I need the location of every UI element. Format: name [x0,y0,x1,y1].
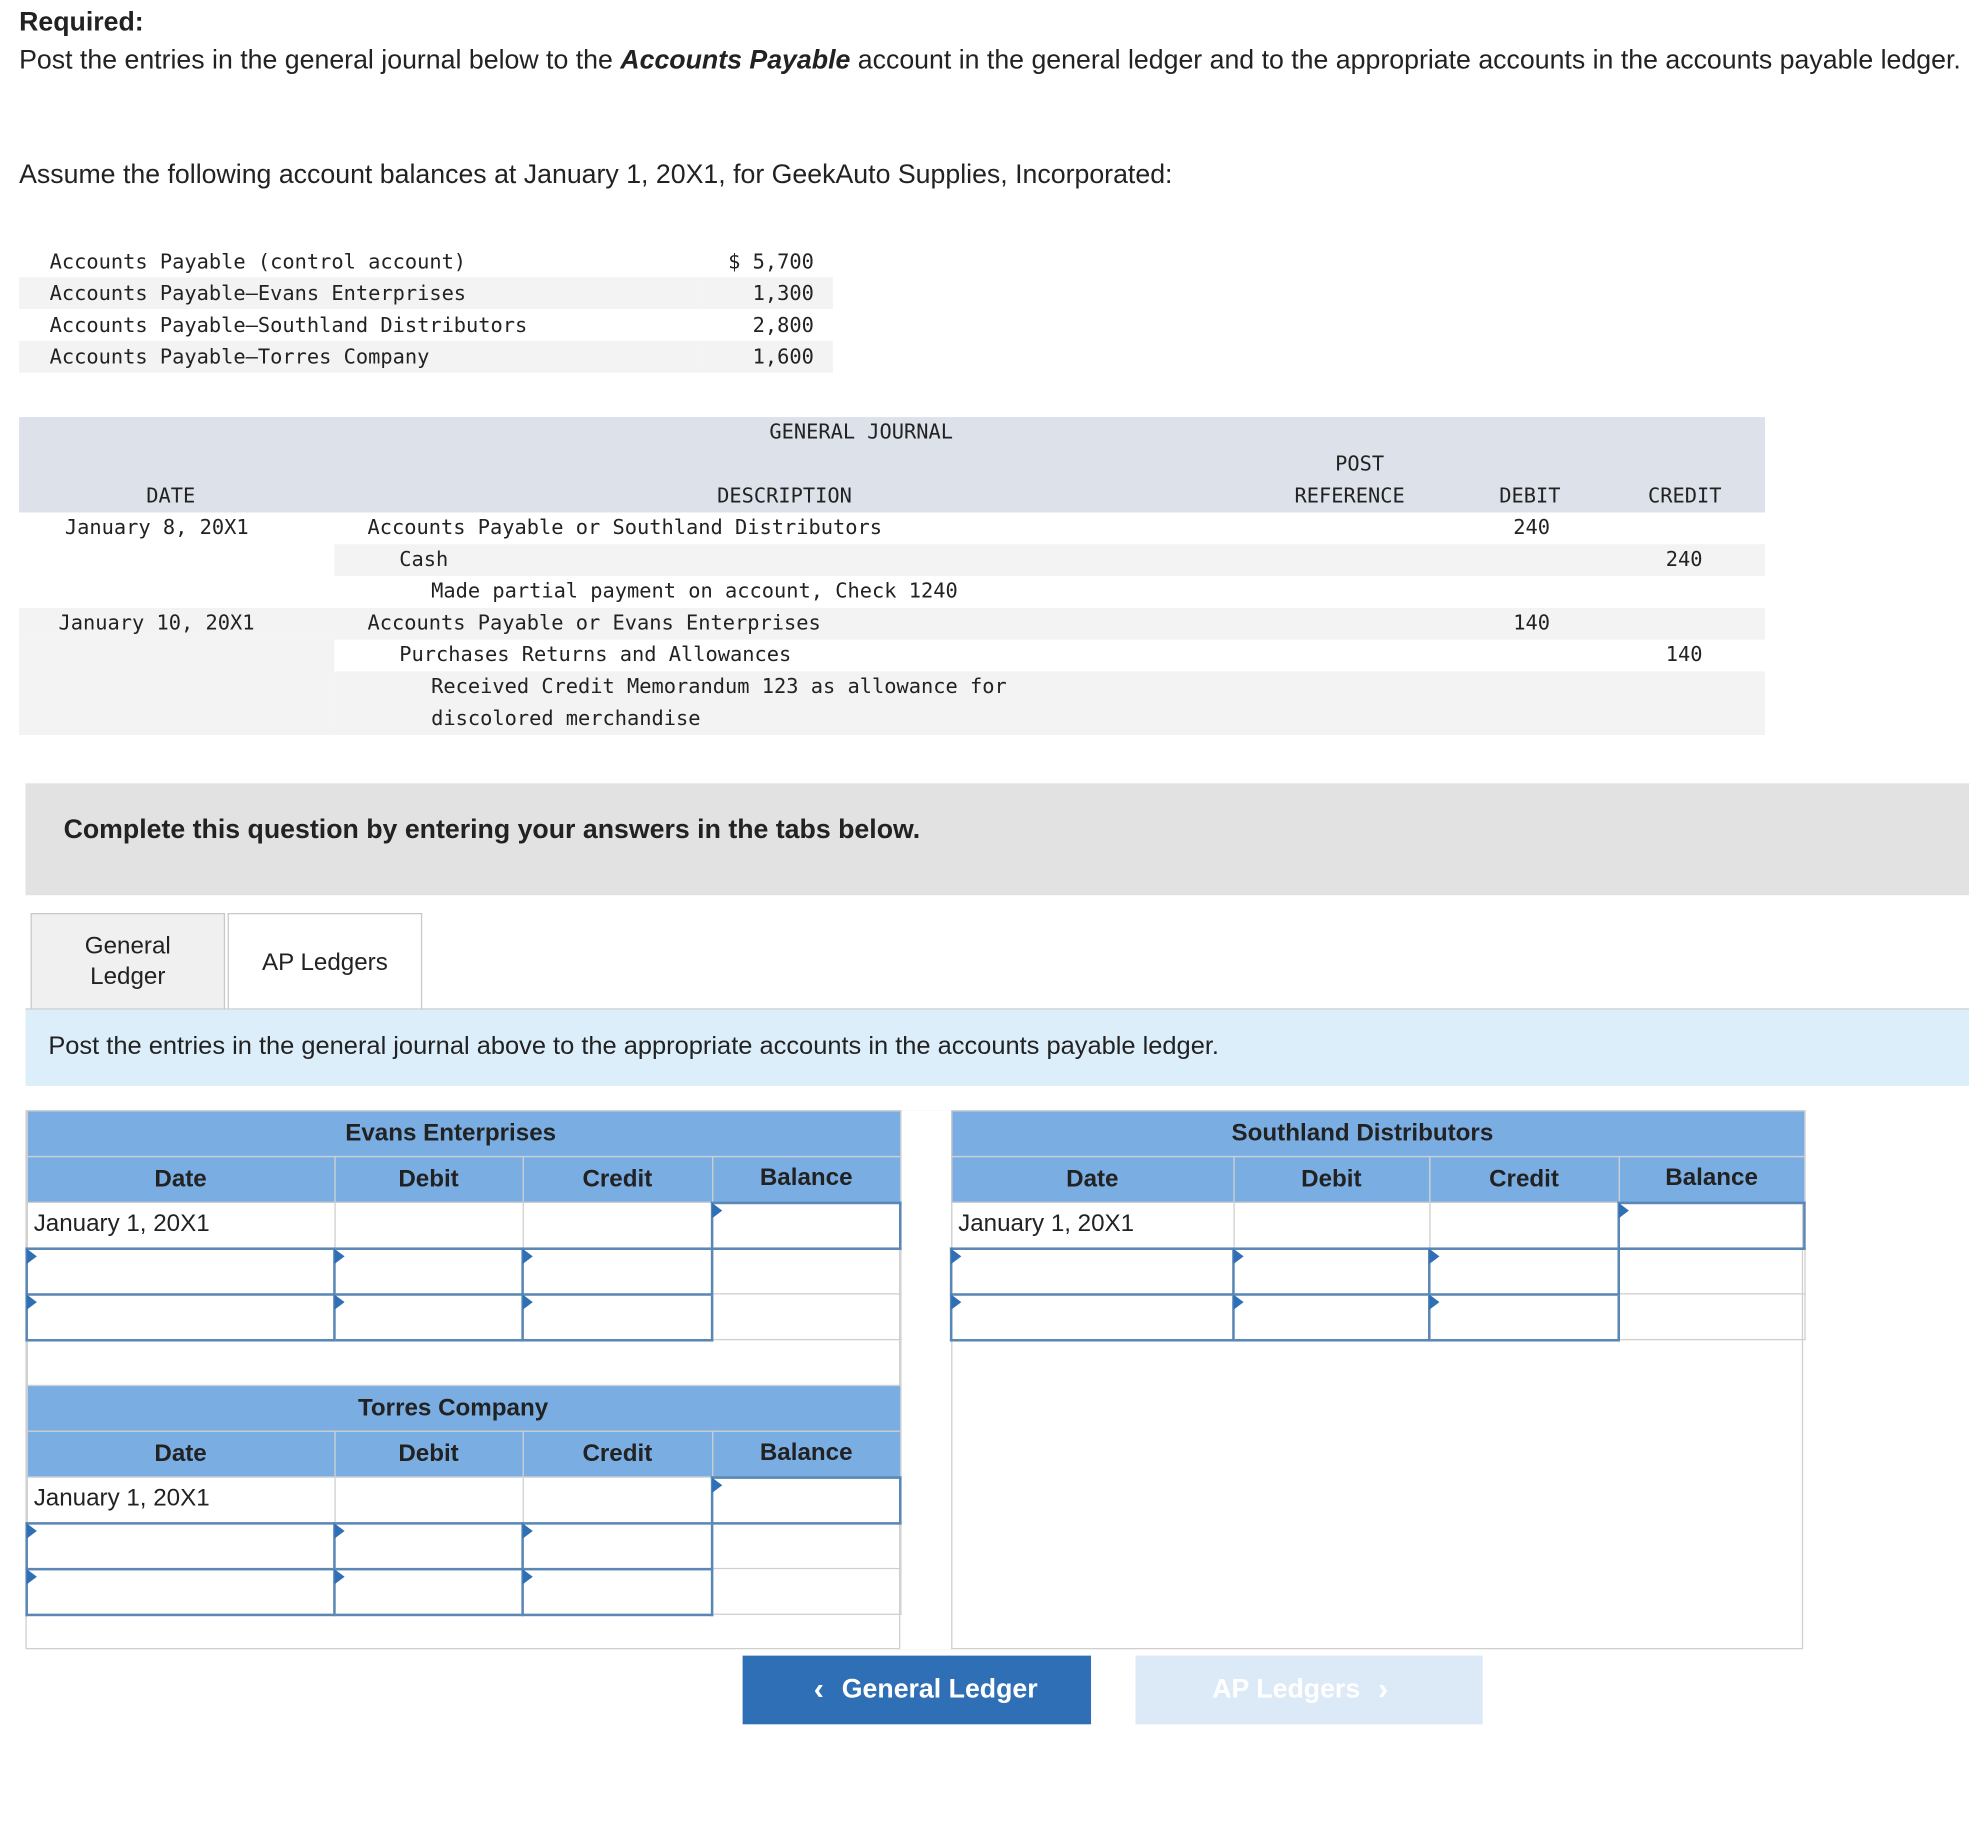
empty-cell [334,1477,522,1523]
opening-balances-table [19,245,833,372]
empty-cell [523,1477,712,1523]
torres-debit-input[interactable] [334,1523,522,1569]
southland-date-input[interactable] [951,1294,1233,1340]
ledger-torres-title: Torres Company [27,1385,901,1431]
southland-debit-input[interactable] [1233,1294,1429,1340]
required-text: Post the entries in the general journal below to the Accounts Payable account in the general ledger and to the appropriate accounts in the accounts payable ledger. [19,45,1961,76]
southland-balance-cell [1619,1248,1805,1294]
evans-opening-balance-input[interactable] [712,1202,900,1248]
ledger-evans-title: Evans Enterprises [27,1111,901,1157]
southland-credit-input[interactable] [1429,1294,1618,1340]
balance-row: Accounts Payable (control account) $ 5,700 [49,249,814,274]
col-credit: CREDIT [1647,483,1722,508]
col-balance: Balance [1619,1157,1805,1203]
torres-balance-cell [712,1569,900,1615]
balance-row: Accounts Payable—Southland Distributors 2,800 [49,312,814,337]
entry2-memo-line2: discolored merchandise [431,705,701,730]
entry2-memo-line1: Received Credit Memorandum 123 as allowance for [431,673,1007,699]
tab-ap-ledgers[interactable]: AP Ledgers [228,913,423,1012]
southland-credit-input[interactable] [1429,1248,1618,1294]
evans-debit-input[interactable] [334,1294,522,1340]
evans-date-input[interactable] [27,1248,335,1294]
entry2-debit-amount: 140 [1513,610,1550,635]
col-debit: Debit [334,1157,522,1203]
balance-row: Accounts Payable—Torres Company 1,600 [19,341,833,373]
entry2-debit-account: Accounts Payable or Evans Enterprises [367,610,821,635]
evans-balance-cell [712,1294,900,1340]
torres-credit-input[interactable] [523,1523,712,1569]
evans-date-input[interactable] [27,1294,335,1340]
chevron-right-icon: › [1377,1672,1389,1707]
torres-date-input[interactable] [27,1569,335,1615]
prev-general-ledger-button[interactable]: ‹ General Ledger [743,1656,1091,1725]
southland-balance-cell [1619,1294,1805,1340]
empty-cell [334,1202,522,1248]
ledger-torres-start-date: January 1, 20X1 [27,1477,335,1523]
ledger-southland [950,1110,1806,1341]
col-date: Date [27,1157,335,1203]
entry1-date: January 8, 20X1 [64,514,249,540]
entry2-date: January 10, 20X1 [58,610,255,635]
torres-balance-cell [712,1523,900,1569]
entry1-credit-amount: 240 [1665,546,1703,571]
entry2-credit-amount: 140 [1665,642,1703,667]
evans-debit-input[interactable] [334,1248,522,1294]
col-credit: Credit [1429,1157,1618,1203]
evans-credit-input[interactable] [523,1294,712,1340]
chevron-left-icon: ‹ [813,1672,824,1707]
entry1-credit-account: Cash [399,546,449,571]
instruction-bar: Post the entries in the general journal above to the appropriate accounts in the accounts payable ledger. [25,1010,1969,1086]
evans-balance-cell [712,1248,900,1294]
col-debit: DEBIT [1499,483,1561,508]
assumption-text: Assume the following account balances at January 1, 20X1, for GeekAuto Supplies, Incorporated: [19,160,1173,190]
ledger-evans-start-date: January 1, 20X1 [27,1202,335,1248]
entry2-credit-account: Purchases Returns and Allowances [399,642,792,667]
southland-opening-balance-input[interactable] [1619,1202,1805,1248]
ledger-southland-start-date: January 1, 20X1 [951,1202,1233,1248]
spacer-row [27,1340,901,1386]
col-credit: Credit [523,1157,712,1203]
evans-credit-input[interactable] [523,1248,712,1294]
next-ap-ledgers-button[interactable]: AP Ledgers › [1136,1656,1483,1725]
entry1-debit-amount: 240 [1513,514,1550,540]
col-post-reference: REFERENCE [1294,483,1405,508]
required-heading: Required: [19,7,144,37]
col-date: DATE [146,483,196,508]
torres-date-input[interactable] [27,1523,335,1569]
col-balance: Balance [712,1431,900,1477]
col-date: Date [27,1431,335,1477]
col-debit: Debit [1233,1157,1429,1203]
empty-cell [523,1202,712,1248]
complete-banner: Complete this question by entering your answers in the tabs below. [25,783,1969,895]
ledger-evans [25,1110,901,1615]
torres-credit-input[interactable] [523,1569,712,1615]
general-journal [19,417,1765,737]
col-credit: Credit [523,1431,712,1477]
southland-date-input[interactable] [951,1248,1233,1294]
entry1-debit-account: Accounts Payable or Southland Distributors [367,514,882,540]
col-balance: Balance [712,1157,900,1203]
col-description: DESCRIPTION [717,483,852,508]
tab-general-ledger[interactable]: General Ledger [31,913,226,1010]
col-post: POST [1335,451,1385,476]
ledger-southland-title: Southland Distributors [951,1111,1804,1157]
empty-cell [1233,1202,1429,1248]
empty-cell [1429,1202,1618,1248]
balance-row: Accounts Payable—Evans Enterprises 1,300 [19,277,833,309]
ledger-divider [899,1110,952,1649]
southland-debit-input[interactable] [1233,1248,1429,1294]
torres-debit-input[interactable] [334,1569,522,1615]
torres-opening-balance-input[interactable] [712,1477,900,1523]
col-debit: Debit [334,1431,522,1477]
journal-title: GENERAL JOURNAL [769,419,954,444]
entry1-memo: Made partial payment on account, Check 1240 [431,578,958,603]
col-date: Date [951,1157,1233,1203]
